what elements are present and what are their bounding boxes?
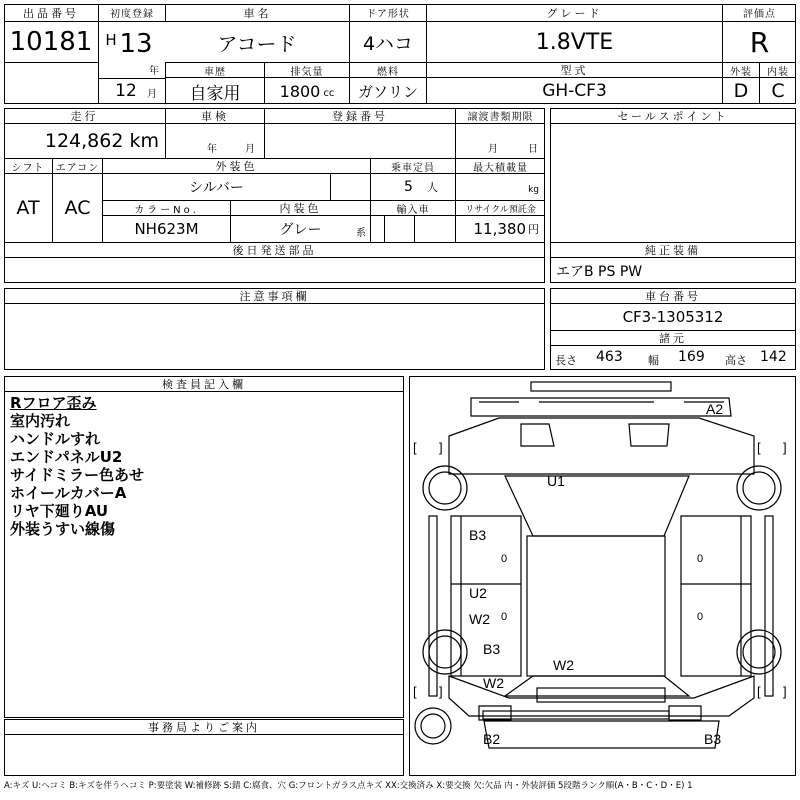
shift-label: シフト [4,158,52,174]
front-body [449,418,754,474]
inspector-note: サイドミラー色あせ [10,466,144,484]
history-label: 車歴 [165,62,264,78]
chassis-label: 車台番号 [550,288,796,304]
model: GH-CF3 [426,78,722,104]
transfer-label: 譲渡書類期限 [455,108,545,124]
damage-mark: B3 [483,641,501,657]
later-parts [4,258,545,283]
exterior-score: D [722,78,759,104]
right-skirt [765,516,773,696]
later-parts-label: 後日発送部品 [4,242,545,258]
office-label: 事務局よりご案内 [4,719,404,735]
door-type: 4ハコ [349,22,426,62]
zero-mark: 0 [697,553,704,565]
caution-label: 注意事項欄 [4,288,545,304]
damage-legend: A:キズ U:ヘコミ B:キズを伴うヘコミ P:要塗装 W:補修跡 S:錆 C:腐食、穴 G:フロントガラス点キズ XX:交換済み X:要交換 欠:欠品 内・外装評価 5段階ランク順(A・B・C・D・E) 1 [4,781,693,791]
capacity-label: 乗車定員 [370,158,455,174]
damage-mark: W2 [469,611,490,627]
fuel-label: 燃料 [349,62,426,78]
damage-mark: B3 [469,527,487,543]
bracket: ] [439,440,443,455]
dims-row [550,346,796,370]
bracket: ] [783,684,787,699]
mileage-label: 走行 [4,108,165,124]
inspector-note: 室内汚れ [10,412,71,430]
lot-no-label: 出品番号 [4,4,98,22]
inspection-month-unit: 月 [245,143,255,154]
damage-mark: U2 [469,585,487,601]
import-cell-b [384,216,414,242]
color-no: NH623M [102,216,230,242]
transfer-month-unit: 月 [488,143,498,154]
hood-outline [471,398,731,416]
displacement: 1800 [279,81,321,101]
import-cell-c [414,216,455,242]
height-label: 高さ [725,354,747,367]
displacement-label: 排気量 [264,62,349,78]
inspection-label: 車検 [165,108,264,124]
interior-score: C [759,78,796,104]
grade: 1.8VTE [426,22,722,62]
model-label: 型式 [426,62,722,78]
first-reg-label: 初度登録 [98,4,165,22]
month-unit: 月 [147,88,157,100]
length-label: 長さ [555,354,577,367]
chassis-number: CF3-1305312 [622,308,724,326]
inspector-note: リヤ下廻りAU [10,502,109,520]
sales-point [550,124,796,242]
fuel: ガソリン [349,78,426,104]
bracket: [ [413,684,417,699]
plate-number [264,124,455,158]
damage-mark: W2 [553,657,574,673]
inspector-notes [10,394,144,538]
bracket: [ [413,440,417,455]
zero-mark: 0 [501,611,508,623]
windshield [505,476,689,536]
width-label: 幅 [648,354,659,367]
door-label: ドア形状 [349,4,426,22]
int-color-cell [230,216,370,242]
displacement-unit: cc [323,87,335,99]
reg-month: 12 [115,81,137,101]
displacement-cell [264,78,349,104]
ext-color-label: 外装色 [102,158,370,174]
ext-color: シルバー [102,174,330,200]
tail-lights [479,706,701,720]
import-cell-a [370,216,384,242]
inspector-note: ホイールカバーA [10,484,127,502]
headlights [521,424,669,446]
inspector-note: Rフロア歪み [10,394,97,412]
zero-mark: 0 [501,553,508,565]
inspector-note: エンドパネルU2 [10,448,123,466]
color-no-label: カラーNo. [102,200,230,216]
int-color-suffix: 系 [356,228,366,239]
year-unit: 年 [149,65,159,76]
damage-mark: B2 [483,731,501,747]
mileage: 124,862 km [44,130,159,152]
score-label: 評価点 [722,4,796,22]
capacity-unit: 人 [426,181,438,194]
roof [527,536,665,676]
car-name: アコード [217,31,297,56]
bracket: [ [757,440,761,455]
recycle-cell [455,216,545,242]
int-color: グレー [279,222,322,238]
bottom-bumper [484,721,722,748]
equipment-label: 純正装備 [550,242,796,258]
rear-window [505,676,689,696]
height: 142 [760,349,787,365]
era: H [105,31,117,49]
dims-label: 諸元 [550,330,796,346]
inspector-note: 外装うすい線傷 [10,520,116,538]
import-label: 輸入車 [370,200,455,216]
ext-color-extra [330,174,370,200]
int-color-label: 内装色 [230,200,370,216]
bracket: ] [783,440,787,455]
reg-year: 13 [119,29,153,59]
inspection-year-unit: 年 [207,143,217,154]
bracket: ] [439,684,443,699]
score: R [722,22,796,62]
recycle-label: リサイクル預託金 [455,200,545,216]
right-door-lines [681,516,751,676]
shift: AT [16,197,40,219]
capacity: 5 [404,179,413,195]
transfer-day-unit: 日 [528,143,538,154]
exterior-label: 外装 [722,62,759,78]
damage-mark: U1 [547,473,565,489]
car-name-label: 車名 [165,4,349,22]
plate-label: 登録番号 [264,108,455,124]
interior-label: 内装 [759,62,796,78]
sales-point-label: セールスポイント [550,108,796,124]
lot-no-blank [4,62,98,104]
max-load-label: 最大積載量 [455,158,545,174]
capacity-cell [370,174,455,200]
damage-mark: W2 [483,675,504,691]
grade-label: グレード [426,4,722,22]
equipment: エアB PS PW [556,263,643,280]
damage-mark: B3 [704,731,722,747]
ac-label: エアコン [52,158,102,174]
front-bumper-shape [531,382,671,391]
car-diagram [409,376,796,776]
zero-mark: 0 [697,611,704,623]
trunk [537,688,665,702]
width: 169 [678,349,705,365]
recycle-unit: 円 [528,223,539,236]
length: 463 [596,349,623,365]
max-load-cell [455,174,545,200]
bracket: [ [757,684,761,699]
max-load-unit: kg [528,185,539,195]
recycle: 11,380 [473,220,526,238]
ac: AC [52,174,102,242]
inspector-label: 検査員記入欄 [4,376,404,392]
inspector-note: ハンドルすれ [10,430,101,448]
damage-mark: A2 [706,401,724,417]
lot-no: 10181 [9,27,93,57]
history: 自家用 [165,78,264,104]
